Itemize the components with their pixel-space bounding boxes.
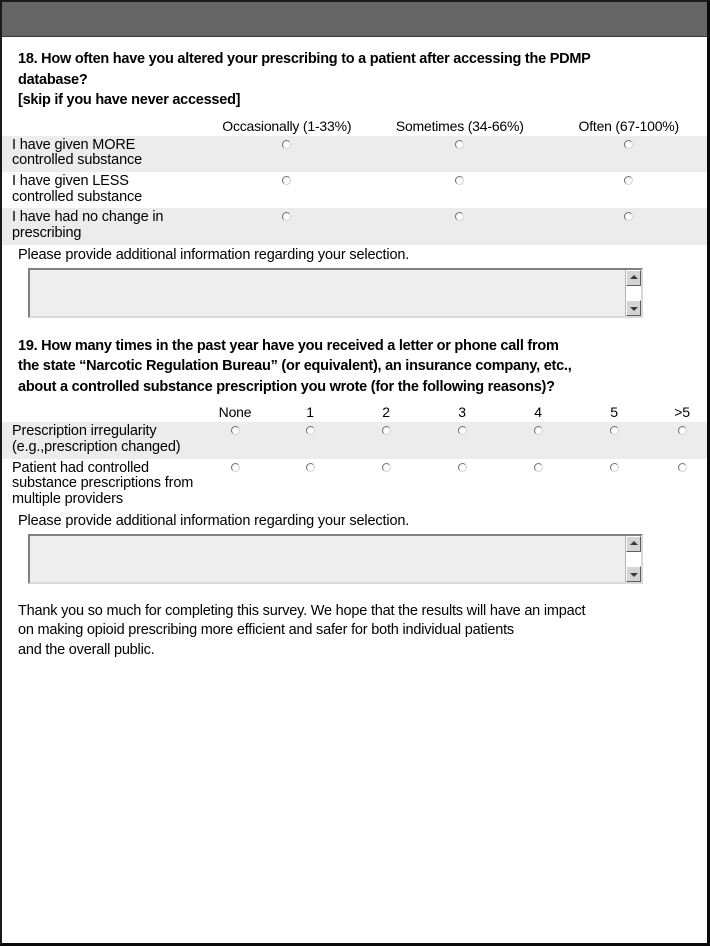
survey-content [2,37,707,660]
question-18-block [2,37,707,318]
question-19-followup-textarea[interactable] [30,536,625,582]
q19-r1-2-radio[interactable] [382,426,391,435]
q19-r2-1-cell [272,459,348,511]
closing-line-3: and the overall public. [18,641,155,658]
q19-r1-3-cell [424,422,500,458]
question-18-column-occasionally: Occasionally (1-33%) [222,117,352,134]
question-19-column-more-than-5: >5 [674,404,690,421]
question-19-column-1: 1 [306,404,314,421]
question-18-matrix [2,117,707,245]
q19-r1-3-radio[interactable] [458,426,467,435]
question-18-title-line2: database? [18,71,88,88]
q18-r1-sometimes-cell [369,136,551,172]
q19-r1-2-cell [348,422,424,458]
question-19-title-line3: about a controlled substance prescription you wrote (for the following reasons)? [18,378,555,395]
row-label-line2: controlled substance [12,152,142,169]
q19-r2-3-cell [424,459,500,511]
row-label-line2: controlled substance [12,188,142,205]
q19-r2-2-radio[interactable] [382,463,391,472]
scroll-down-arrow-icon[interactable] [626,566,641,582]
q19-r2-more-than-5-radio[interactable] [678,463,687,472]
q19-r1-none-cell [198,422,272,458]
question-19-title [2,336,707,398]
closing-line-1: Thank you so much for completing this survey. We hope that the results will have an impact [18,602,586,619]
question-18-title [2,37,707,90]
q19-r1-none-radio[interactable] [231,426,240,435]
question-19-title-line2: the state “Narcotic Regulation Bureau” (or equivalent), an insurance company, etc., [18,358,572,375]
question-18-column-often: Often (67-100%) [578,117,679,134]
question-19-row-label-irregularity [2,422,198,458]
question-18-corner-cell [2,117,205,136]
row-label-line2: substance prescriptions from [12,475,194,492]
q19-r1-more-than-5-cell [652,422,710,458]
q18-r3-occasionally-radio[interactable] [282,212,291,221]
page-header-band [2,2,707,37]
q18-r2-often-radio[interactable] [624,176,633,185]
question-18-row-label-less [2,172,205,208]
q18-r1-often-radio[interactable] [624,140,633,149]
row-label-line2: prescribing [12,225,82,242]
q18-r1-sometimes-radio[interactable] [455,140,464,149]
question-19-block [2,336,707,584]
row-label-line1: I have given MORE [12,136,136,153]
question-19-column-2: 2 [382,404,390,421]
q18-r1-occasionally-radio[interactable] [282,140,291,149]
q19-r2-2-cell [348,459,424,511]
scrollbar-track[interactable] [626,286,641,300]
q18-r3-often-radio[interactable] [624,212,633,221]
row-label-line1: I have had no change in [12,209,164,226]
question-18-title-line1: 18. How often have you altered your prescribing to a patient after accessing the PDMP [18,51,591,67]
question-19-header-row [2,403,710,422]
table-row [2,208,707,244]
q19-r1-4-cell [500,422,576,458]
table-row [2,172,707,208]
table-row [2,422,710,458]
q18-r3-often-cell [551,208,707,244]
question-18-header-row [2,117,707,136]
row-label-line3: multiple providers [12,491,123,508]
q19-r1-5-cell [576,422,652,458]
question-18-row-label-nochange [2,208,205,244]
row-label-line2: (e.g.,prescription changed) [12,439,181,456]
scroll-up-arrow-icon[interactable] [626,536,641,552]
question-19-corner-cell [2,403,198,422]
question-19-column-5: 5 [610,404,618,421]
q18-r2-often-cell [551,172,707,208]
question-18-followup-textarea[interactable] [30,270,625,316]
question-18-column-sometimes: Sometimes (34-66%) [395,117,524,134]
q19-r2-3-radio[interactable] [458,463,467,472]
closing-message [2,602,707,661]
q19-r2-5-cell [576,459,652,511]
scroll-down-arrow-icon[interactable] [626,300,641,316]
q18-r1-occasionally-cell [205,136,369,172]
question-18-followup-prompt: Please provide additional information regarding your selection. [18,246,410,263]
question-18-subnote: [skip if you have never accessed] [18,92,241,109]
question-19-column-3: 3 [458,404,466,421]
q18-r3-occasionally-cell [205,208,369,244]
row-label-line1: Patient had controlled [12,459,149,476]
question-19-textarea-scrollbar[interactable] [625,536,641,582]
question-19-column-none: None [218,404,252,421]
q19-r1-1-cell [272,422,348,458]
q19-r1-more-than-5-radio[interactable] [678,426,687,435]
q19-r2-5-radio[interactable] [610,463,619,472]
question-19-followup-textarea-wrap [28,534,643,584]
q18-r3-sometimes-cell [369,208,551,244]
row-label-line1: I have given LESS [12,173,129,190]
q19-r1-1-radio[interactable] [306,426,315,435]
question-18-followup-textarea-wrap [28,268,643,318]
question-18-textarea-scrollbar[interactable] [625,270,641,316]
q19-r2-none-cell [198,459,272,511]
q19-r2-1-radio[interactable] [306,463,315,472]
table-row [2,459,710,511]
q19-r2-none-radio[interactable] [231,463,240,472]
question-19-matrix [2,403,710,510]
table-row [2,136,707,172]
q19-r2-4-cell [500,459,576,511]
q19-r1-5-radio[interactable] [610,426,619,435]
q19-r2-4-radio[interactable] [534,463,543,472]
q18-r2-occasionally-cell [205,172,369,208]
q18-r1-often-cell [551,136,707,172]
q18-r3-sometimes-radio[interactable] [455,212,464,221]
q19-r1-4-radio[interactable] [534,426,543,435]
q18-r2-occasionally-radio[interactable] [282,176,291,185]
q18-r2-sometimes-radio[interactable] [455,176,464,185]
question-19-column-4: 4 [534,404,542,421]
question-19-row-label-multiple-providers [2,459,198,511]
q18-r2-sometimes-cell [369,172,551,208]
q19-r2-more-than-5-cell [652,459,710,511]
row-label-line1: Prescription irregularity [12,423,157,440]
closing-line-2: on making opioid prescribing more efficient and safer for both individual patients [18,622,514,639]
question-19-title-line1: 19. How many times in the past year have you received a letter or phone call from [18,337,559,354]
question-19-followup-prompt: Please provide additional information regarding your selection. [18,512,410,529]
question-18-row-label-more [2,136,205,172]
scrollbar-track[interactable] [626,552,641,566]
scroll-up-arrow-icon[interactable] [626,270,641,286]
